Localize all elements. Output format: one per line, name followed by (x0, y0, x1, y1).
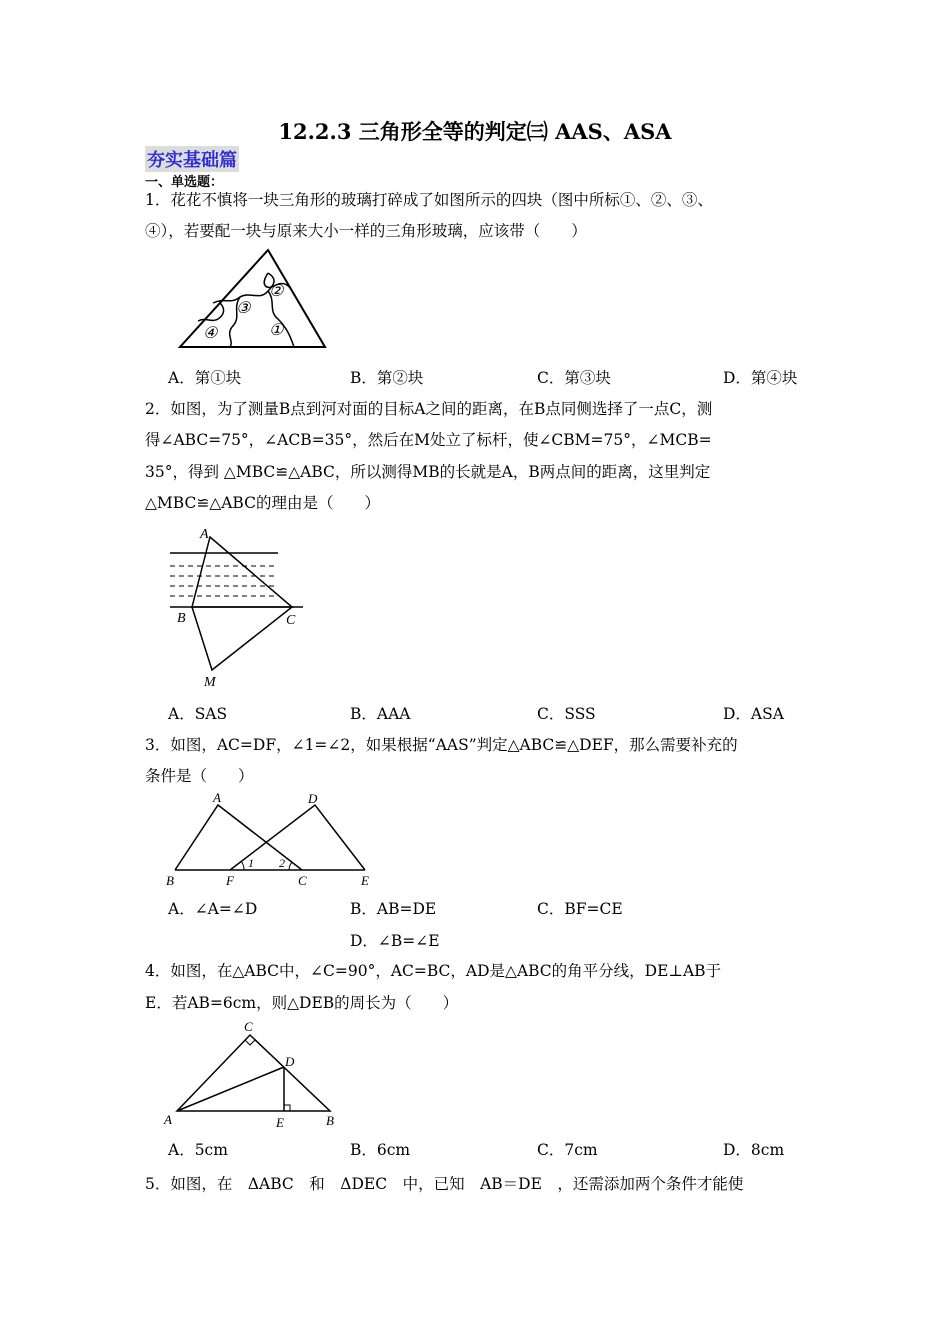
q4-right-angle-mark (284, 1105, 290, 1111)
q3-label: E (361, 873, 369, 888)
q3-option-d[interactable]: D．∠B=∠E (350, 932, 440, 950)
page-title: 12.2.3 三角形全等的判定㈢ AAS、ASA (278, 119, 672, 144)
q5-line1: 5．如图，在 ΔABC 和 ΔDEC 中，已知 AB＝DE ，还需添加两个条件才能使 (145, 1175, 744, 1193)
q4-option-d[interactable]: D．8cm (723, 1141, 785, 1159)
q2-option-a[interactable]: A．SAS (168, 705, 228, 723)
q3-label: 2 (279, 856, 285, 870)
q4-figure (160, 1017, 345, 1132)
q4-line2: E．若AB=6cm，则△DEB的周长为（ ） (145, 994, 459, 1012)
q2-label: C (286, 613, 296, 628)
q2-option-b[interactable]: B．AAA (350, 705, 411, 723)
q1-line2: ④），若要配一块与原来大小一样的三角形玻璃，应该带（ ） (145, 222, 587, 240)
q3-line1: 3．如图，AC=DF，∠1=∠2，如果根据“AAS”判定△ABC≌△DEF，那么需要补充的 (145, 736, 738, 754)
q4-line1: 4．如图，在△ABC中，∠C=90°，AC=BC，AD是△ABC的角平分线，DE⊥AB于 (145, 962, 722, 980)
q3-angle-arc (241, 861, 244, 870)
q4-bisector-ad (177, 1067, 284, 1111)
q3-label: F (226, 873, 234, 888)
subsection-heading: 一、单选题： (145, 175, 224, 190)
q1-label: ④ (203, 325, 218, 342)
q4-label: A (164, 1112, 172, 1127)
q3-label: 1 (248, 856, 254, 870)
q3-angle-arc (289, 862, 292, 870)
q1-option-c[interactable]: C．第③块 (537, 369, 611, 387)
q2-line2: 得∠ABC=75°，∠ACB=35°，然后在M处立了标杆，使∠CBM=75°，∠MCB= (145, 431, 712, 449)
q3-option-a[interactable]: A．∠A=∠D (168, 900, 258, 918)
q3-figure (160, 790, 375, 890)
q4-label: E (276, 1115, 284, 1130)
q2-line3: 35°，得到 △MBC≌△ABC，所以测得MB的长就是A，B两点间的距离，这里判定 (145, 463, 711, 481)
q1-option-b[interactable]: B．第②块 (350, 369, 424, 387)
q4-option-c[interactable]: C．7cm (537, 1141, 598, 1159)
q1-line1: 1．花花不慎将一块三角形的玻璃打碎成了如图所示的四块（图中所标①、②、③、 (145, 191, 713, 209)
q3-line2: 条件是（ ） (145, 767, 254, 785)
q2-line4: △MBC≌△ABC的理由是（ ） (145, 494, 380, 512)
q3-label: C (298, 873, 307, 888)
q2-option-d[interactable]: D．ASA (723, 705, 784, 723)
q4-option-a[interactable]: A．5cm (168, 1141, 228, 1159)
q1-option-a[interactable]: A．第①块 (168, 369, 242, 387)
q3-label: B (166, 873, 174, 888)
q4-triangle-abc (177, 1035, 330, 1111)
q2-label: A (200, 527, 209, 542)
q4-label: C (244, 1019, 253, 1034)
q2-label: B (177, 611, 186, 626)
q4-label: B (326, 1113, 334, 1128)
q1-label: ① (269, 322, 284, 339)
section-heading: 夯实基础篇 (145, 146, 239, 172)
q2-line1: 2．如图，为了测量B点到河对面的目标A之间的距离，在B点同侧选择了一点C，测 (145, 400, 713, 418)
q2-figure (160, 522, 310, 692)
q3-option-b[interactable]: B．AB=DE (350, 900, 437, 918)
q3-label: D (308, 791, 318, 806)
q4-option-b[interactable]: B．6cm (350, 1141, 411, 1159)
q2-option-c[interactable]: C．SSS (537, 705, 596, 723)
q3-label: A (213, 790, 221, 805)
q4-right-angle-mark (245, 1040, 255, 1045)
q2-triangle-mbc (192, 607, 292, 670)
q1-label: ② (269, 283, 284, 300)
q1-label: ③ (236, 300, 251, 317)
q1-option-d[interactable]: D．第④块 (723, 369, 798, 387)
q1-triangle (180, 250, 325, 347)
q2-label: M (204, 675, 216, 690)
q4-label: D (285, 1054, 295, 1069)
q1-figure (170, 245, 330, 353)
q3-option-c[interactable]: C．BF=CE (537, 900, 623, 918)
